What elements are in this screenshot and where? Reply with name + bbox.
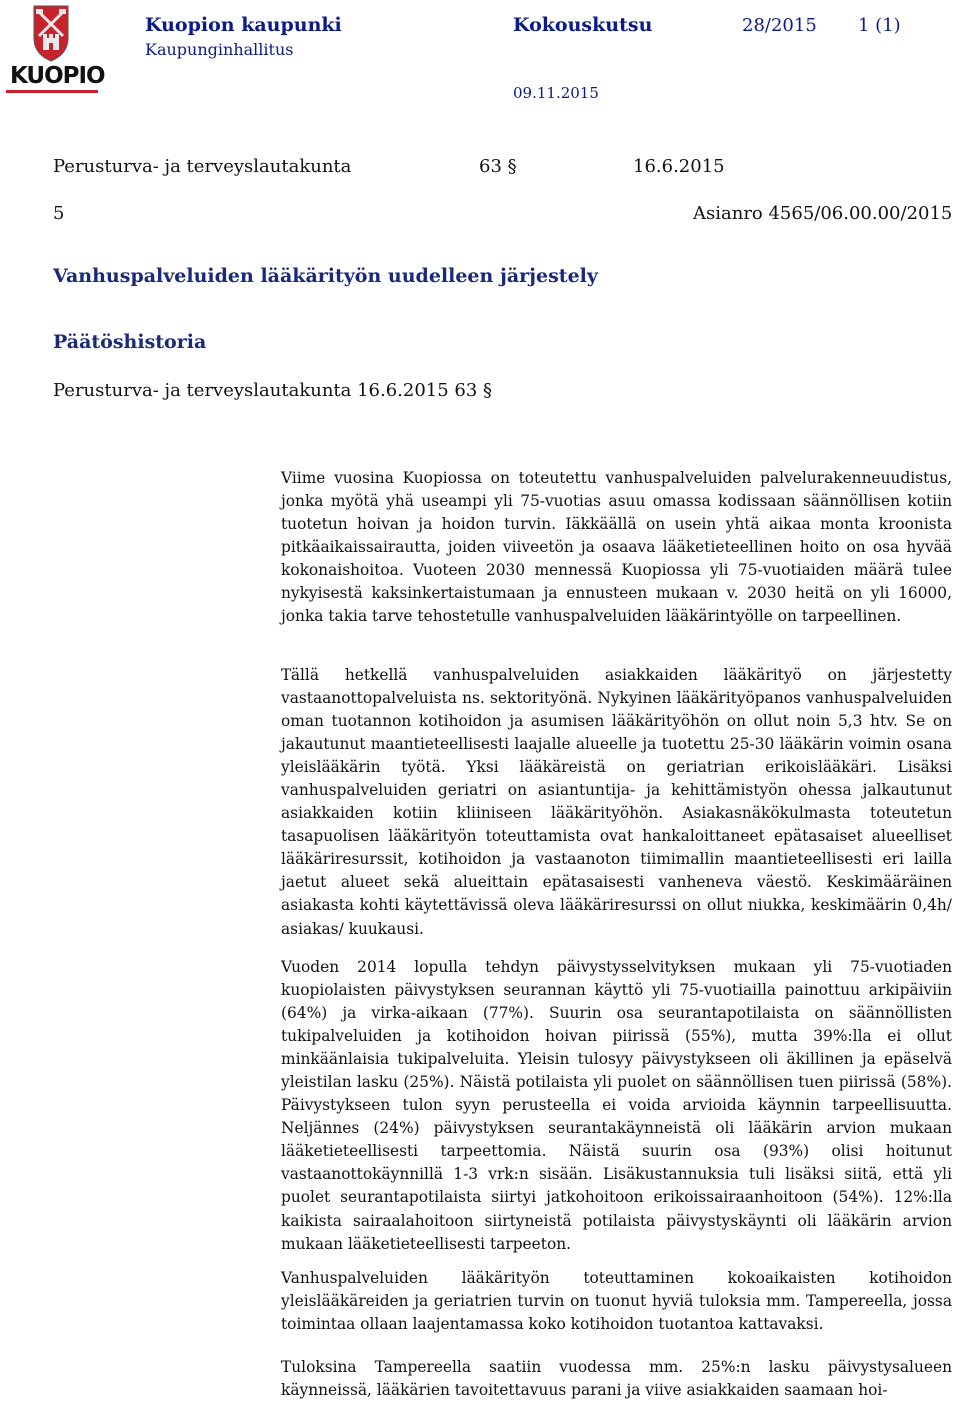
- paragraph-text: Viime vuosina Kuopiossa on toteutettu vanhuspalveluiden palvelurakenneuudistus, jonka myötä yhä useampi yli 75-vuotias asuu omassa kodissaan säännöllisen kotiin tuotetun hoivan ja hoidon turvin. Iäkkäällä on usein yhtä aikaa monta kroonista pitkäaikaissairautta, joiden viiveetön ja osaava lääketieteellinen hoito on osa hyvää kokonaishoitoa. Vuoteen 2030 mennessä Kuopiossa yli 75-vuotiaiden määrä tulee nykyisestä kaksinkertaistumaan ja ennusteen mukaan v. 2030 heitä on yli 16000, jonka takia tarve tehostetulle vanhuspalveluiden lääkärintyölle on tarpeellinen.: [281, 469, 952, 626]
- paragraph-text: Vanhuspalveluiden lääkärityön toteuttaminen kokoaikaisten kotihoidon yleislääkäreiden ja geriatrien turvin on tuonut hyviä tuloksia mm. Tampereella, jossa toimintaa ollaan laajentamassa koko kotihoidon tuotantoa kattavaksi.: [281, 1269, 952, 1334]
- page-indicator: 1 (1): [858, 15, 901, 36]
- reference-date: 16.6.2015: [633, 156, 725, 177]
- paragraph-text: Vuoden 2014 lopulla tehdyn päivystysselvityksen mukaan yli 75-vuotiaden kuopiolaisten päivystyksen seurannan käyttö yli 75-vuotiailla painottuu arkipäiviin (64%) ja virka-aikaan (77%). Suurin osa seurantapotilaista on säännöllisten tukipalveluiden ja kotihoidon hoivan piirissä (55%), mutta 39%:lla ei ollut minkäänlaisia tukipalveluita. Yleisin tulosyy päivystykseen oli äkillinen ja epäselvä yleistilan lasku (25%). Näistä potilaista yli puolet on säännöllisen tuen piirissä (58%). Päivystykseen tulon syyn perusteella ei voida arvioida käynnin tarpeellisuutta. Neljännes (24%) päivystyksen seurantakäynneistä oli lääkärin arvion mukaan lääketieteellisesti tarpeettomia. Näistä suurin osa (93%) olisi hoitunut vastaanottokäynnillä 1-3 vrk:n sisään. Lisäkustannuksia tuli lisäksi siitä, että yli puolet seurantapotilaista siirtyi jatkohoitoon erikoissairaanhoitoon (54%). 12%:lla kaikista sairaalahoitoon siirtyneistä potilaista päivystyskäynti oli lääkärin arvion mukaan lääketieteellisesti tarpeeton.: [281, 958, 952, 1253]
- paragraph-text: Tuloksina Tampereella saatiin vuodessa mm. 25%:n lasku päivystysalueen käynneissä, lääkärien tavoitettavuus parani ja viive asiakkaiden saamaan hoi-: [281, 1358, 952, 1400]
- history-heading: Päätöshistoria: [53, 331, 207, 353]
- reference-section: 63 §: [479, 156, 517, 177]
- paragraph-3: [281, 956, 952, 1256]
- case-number: Asianro 4565/06.00.00/2015: [693, 203, 953, 224]
- paragraph-4: [281, 1267, 952, 1336]
- paragraph-1: [281, 467, 952, 628]
- paragraph-2: [281, 664, 952, 941]
- reference-committee: Perusturva- ja terveyslautakunta: [53, 156, 352, 177]
- organization-name: Kuopion kaupunki: [145, 14, 342, 36]
- history-line: Perusturva- ja terveyslautakunta 16.6.2015 63 §: [53, 380, 493, 401]
- coat-of-arms-icon: [4, 4, 98, 64]
- logo-underline: [6, 90, 98, 94]
- document-number: 28/2015: [742, 15, 817, 36]
- document-title: Vanhuspalveluiden lääkärityön uudelleen järjestely: [53, 265, 598, 287]
- item-number: 5: [53, 203, 65, 224]
- logo-wordmark: KUOPIO: [10, 63, 105, 89]
- paragraph-5: [281, 1356, 952, 1402]
- document-type: Kokouskutsu: [513, 14, 653, 36]
- meeting-date: 09.11.2015: [513, 84, 599, 102]
- city-logo: [4, 4, 105, 96]
- paragraph-text: Tällä hetkellä vanhuspalveluiden asiakkaiden lääkärityö on järjestetty vastaanottopalveluista ns. sektorityönä. Nykyinen lääkärityöpanos vanhuspalveluiden oman tuotannon kotihoidon ja asumisen lääkärityöhön on ollut noin 5,3 htv. Se on jakautunut maantieteellisesti laajalle alueelle ja tuotettu 25-30 lääkärin voimin osana yleislääkärin työtä. Yksi lääkäreistä on geriatrian erikoislääkäri. Lisäksi vanhuspalveluiden geriatri on asiantuntija- ja kehittämistyön ohessa jalkautunut asiakkaiden kotiin kliiniseen lääkärityöhön. Asiakasnäkökulmasta toteutetun tasapuolisen lääkärityön toteuttamista ovat hankaloittaneet epätasaiset alueelliset lääkäriresurssit, kotihoidon ja vastaanoton tiimimallin maantieteellisesti eri lailla jaetut alueet sekä alueittain epätasaisesti vanheneva väestö. Keskimääräinen asiakasta kohti käytettävissä oleva lääkäriresurssi on ollut niukka, keskimäärin 0,4h/ asiakas/ kuukausi.: [281, 666, 952, 938]
- department-name: Kaupunginhallitus: [145, 40, 294, 59]
